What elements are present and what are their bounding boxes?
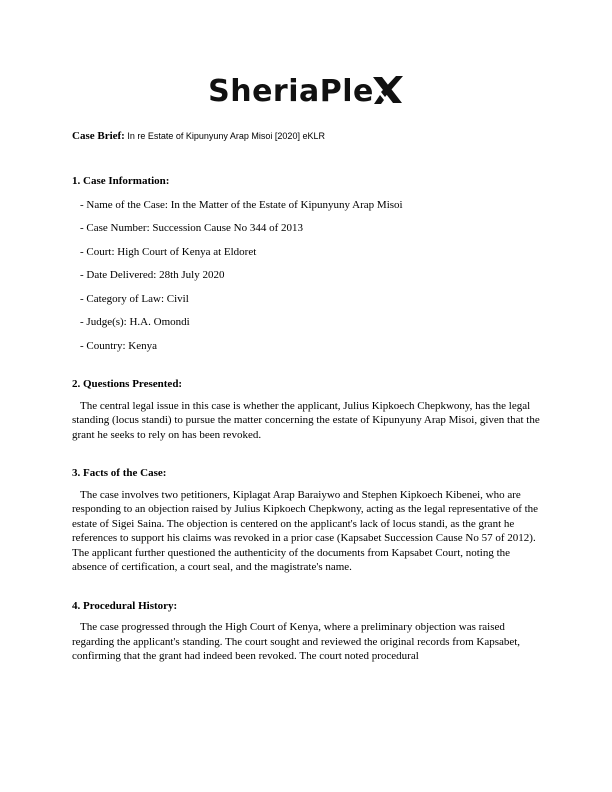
questions-presented-paragraph: The central legal issue in this case is whether the applicant, Julius Kipkoech Chepkwony, has the legal standing (locus standi) to pursue the matter concerning the estate of Kipunyuny Arap Misoi, given that the grant he seeks to rely on has been revoked.: [72, 399, 540, 441]
info-item-name: - Name of the Case: In the Matter of the Estate of Kipunyuny Arap Misoi: [80, 198, 403, 211]
section-heading-questions-presented: 2. Questions Presented:: [72, 378, 183, 390]
info-item-case-number: - Case Number: Succession Cause No 344 of 2013: [80, 222, 304, 234]
facts-paragraph: The case involves two petitioners, Kiplagat Arap Baraiywo and Stephen Kipkoech Kibenei, who are responding to an objection raised by Julius Kipkoech Chepkwony, acting as the legal representative of the estate of Sigei Saina. The objection is centered on the applicant's lack of locus standi, as the grant he references to support his claims was revoked in a prior case (Kapsabet Succession Cause No 57 of 2012). The applicant further questioned the authenticity of the documents from Kapsabet Court, noting the absence of certification, a court seal, and the magistrate's name.: [72, 488, 539, 573]
info-item-court: - Court: High Court of Kenya at Eldoret: [80, 245, 257, 258]
info-item-date-delivered: - Date Delivered: 28th July 2020: [80, 269, 225, 281]
x-mark-icon: [372, 75, 404, 105]
document-body: [72, 174, 542, 664]
case-brief-label: Case Brief:: [72, 130, 125, 142]
info-item-judges: - Judge(s): H.A. Omondi: [80, 316, 190, 328]
section-heading-procedural-history: 4. Procedural History:: [72, 599, 178, 612]
case-information-list: [72, 198, 542, 354]
info-item-category: - Category of Law: Civil: [80, 292, 189, 305]
case-brief-line: [72, 130, 325, 142]
case-brief-title: In re Estate of Kipunyuny Arap Misoi [2020] eKLR: [127, 131, 325, 141]
section-heading-facts: 3. Facts of the Case:: [72, 467, 167, 479]
section-heading-case-information: 1. Case Information:: [72, 175, 170, 187]
logo-text: SheriaPle: [208, 74, 374, 109]
info-item-country: - Country: Kenya: [80, 339, 157, 352]
sheriaplex-logo: [0, 74, 612, 109]
procedural-history-paragraph: The case progressed through the High Court of Kenya, where a preliminary objection was raised regarding the applicant's standing. The court sought and reviewed the original records from Kapsabet, confirming that the grant had indeed been revoked. The court noted procedural: [72, 621, 521, 662]
